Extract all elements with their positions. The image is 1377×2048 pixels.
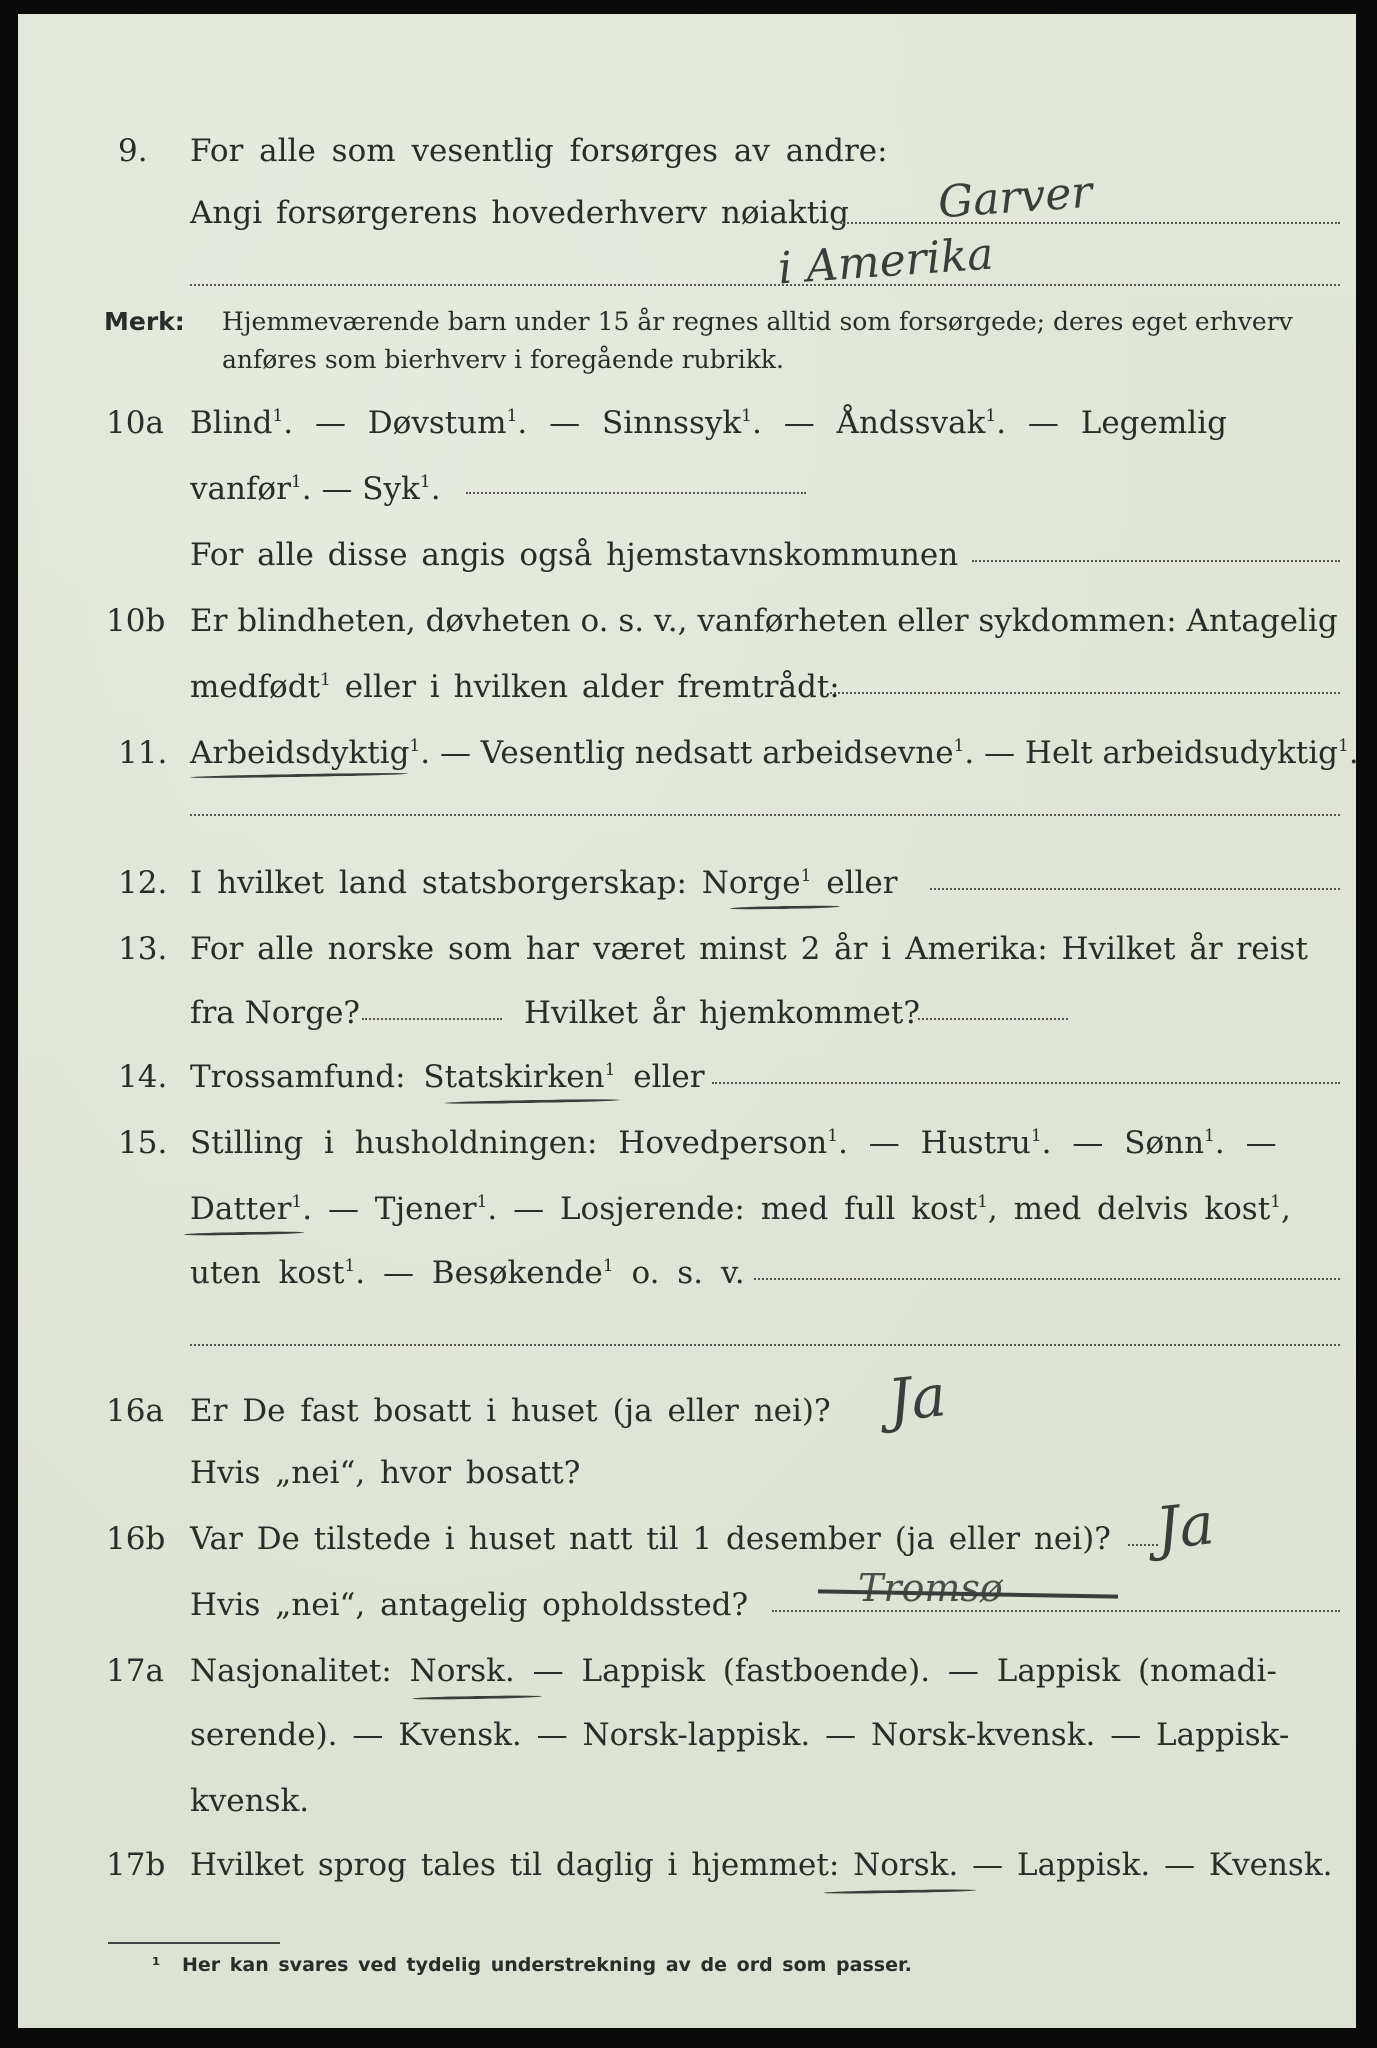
answer-line — [712, 1082, 1340, 1084]
answer-line — [362, 1018, 502, 1020]
question-16b-line1: Var De tilstede i huset natt til 1 desember (ja eller nei)? — [190, 1521, 1111, 1557]
question-12-number: 12. — [118, 865, 168, 901]
note-line1: Hjemmeværende barn under 15 år regnes alltid som forsørgede; deres eget erhverv — [222, 307, 1293, 336]
question-17a-number: 17a — [106, 1653, 164, 1689]
question-11-line1: Arbeidsdyktig$^1$. — Vesentlig nedsatt arbeidsevne$^1$. — Helt arbeidsudyktig$^1$. — [190, 735, 1359, 771]
question-12-line1: I hvilket land statsborgerskap: Norge$^1$ eller — [190, 865, 898, 901]
question-10a-line1: Blind$^1$. — Døvstum$^1$. — Sinnssyk$^1$. — Åndssvak$^1$. — Legemlig — [190, 405, 1227, 441]
answer-line — [190, 1344, 1340, 1346]
note-label: Merk: — [104, 307, 185, 336]
answer-line — [930, 888, 1340, 890]
handwritten-answer-location: i Amerika — [776, 228, 996, 295]
question-11-number: 11. — [118, 735, 168, 771]
question-13-line2a: fra Norge? — [190, 995, 361, 1031]
handwritten-underline — [190, 772, 408, 779]
answer-line — [190, 284, 1340, 286]
question-16a-line2: Hvis „nei“, hvor bosatt? — [190, 1455, 581, 1491]
question-13-number: 13. — [118, 931, 168, 967]
question-14-line1: Trossamfund: Statskirken$^1$ eller — [190, 1059, 705, 1095]
question-9-line1: For alle som vesentlig forsørges av andre: — [190, 133, 888, 169]
question-16b-line2: Hvis „nei“, antagelig opholdssted? — [190, 1587, 749, 1623]
answer-line — [754, 1278, 1340, 1280]
question-16a-line1: Er De fast bosatt i huset (ja eller nei)? — [190, 1393, 831, 1429]
handwritten-underline — [412, 1695, 542, 1700]
question-14-number: 14. — [118, 1059, 168, 1095]
question-17b-line1: Hvilket sprog tales til daglig i hjemmet: Norsk. — Lappisk. — Kvensk. — [190, 1847, 1333, 1883]
handwritten-struck-location: Tromsø — [858, 1566, 1003, 1610]
census-form-page — [18, 14, 1359, 2028]
handwritten-answer-occupation: Garver — [936, 166, 1094, 229]
question-17a-line3: kvensk. — [190, 1783, 310, 1819]
footnote-text: Her kan svares ved tydelig understrekning av de ord som passer. — [182, 1954, 912, 1976]
handwritten-underline — [730, 905, 840, 910]
answer-line — [466, 492, 806, 494]
question-16b-number: 16b — [106, 1521, 166, 1557]
question-10a-line2: vanfør$^1$. — Syk$^1$. — [190, 471, 441, 507]
question-9-number: 9. — [118, 133, 148, 169]
question-17a-line2: serende). — Kvensk. — Norsk-lappisk. — Norsk-kvensk. — Lappisk- — [190, 1717, 1290, 1753]
handwritten-underline — [824, 1889, 976, 1895]
question-15-number: 15. — [118, 1125, 168, 1161]
question-10a-line3: For alle disse angis også hjemstavnskommunen — [190, 537, 959, 573]
question-10b-number: 10b — [106, 603, 166, 639]
question-17a-line1: Nasjonalitet: Norsk. — Lappisk (fastboende). — Lappisk (nomadi- — [190, 1653, 1277, 1689]
question-10b-line2: medfødt$^1$ eller i hvilken alder fremtrådt: — [190, 669, 840, 705]
handwritten-underline — [444, 1098, 620, 1104]
note-line2: anføres som bierhverv i foregående rubrikk. — [222, 345, 784, 374]
question-15-line1: Stilling i husholdningen: Hovedperson$^1$. — Hustru$^1$. — Sønn$^1$. — — [190, 1125, 1277, 1161]
footnote-marker: ¹ — [152, 1954, 161, 1976]
answer-line — [918, 1018, 1068, 1020]
answer-line — [772, 1610, 1340, 1612]
footnote-rule — [108, 1942, 280, 1944]
handwritten-answer-16b: Ja — [1152, 1489, 1218, 1563]
question-15-line3: uten kost$^1$. — Besøkende$^1$ o. s. v. — [190, 1255, 745, 1291]
question-13-line1: For alle norske som har været minst 2 år i Amerika: Hvilket år reist — [190, 931, 1308, 967]
answer-line — [1128, 1544, 1158, 1546]
question-17b-number: 17b — [106, 1847, 166, 1883]
answer-line — [840, 222, 1340, 224]
answer-line — [190, 814, 1340, 816]
question-16a-number: 16a — [106, 1393, 164, 1429]
question-10b-line1: Er blindheten, døvheten o. s. v., vanførheten eller sykdommen: Antagelig — [190, 603, 1338, 639]
question-10a-number: 10a — [106, 405, 164, 441]
question-9-line2: Angi forsørgerens hovederhverv nøiaktig — [190, 195, 849, 231]
question-13-line2b: Hvilket år hjemkommet? — [524, 995, 920, 1031]
answer-line — [972, 560, 1340, 562]
handwritten-answer-16a: Ja — [884, 1361, 950, 1435]
question-15-line2: Datter$^1$. — Tjener$^1$. — Losjerende: med full kost$^1$, med delvis kost$^1$, — [190, 1191, 1291, 1227]
handwritten-underline — [184, 1231, 304, 1236]
answer-line — [830, 692, 1340, 694]
